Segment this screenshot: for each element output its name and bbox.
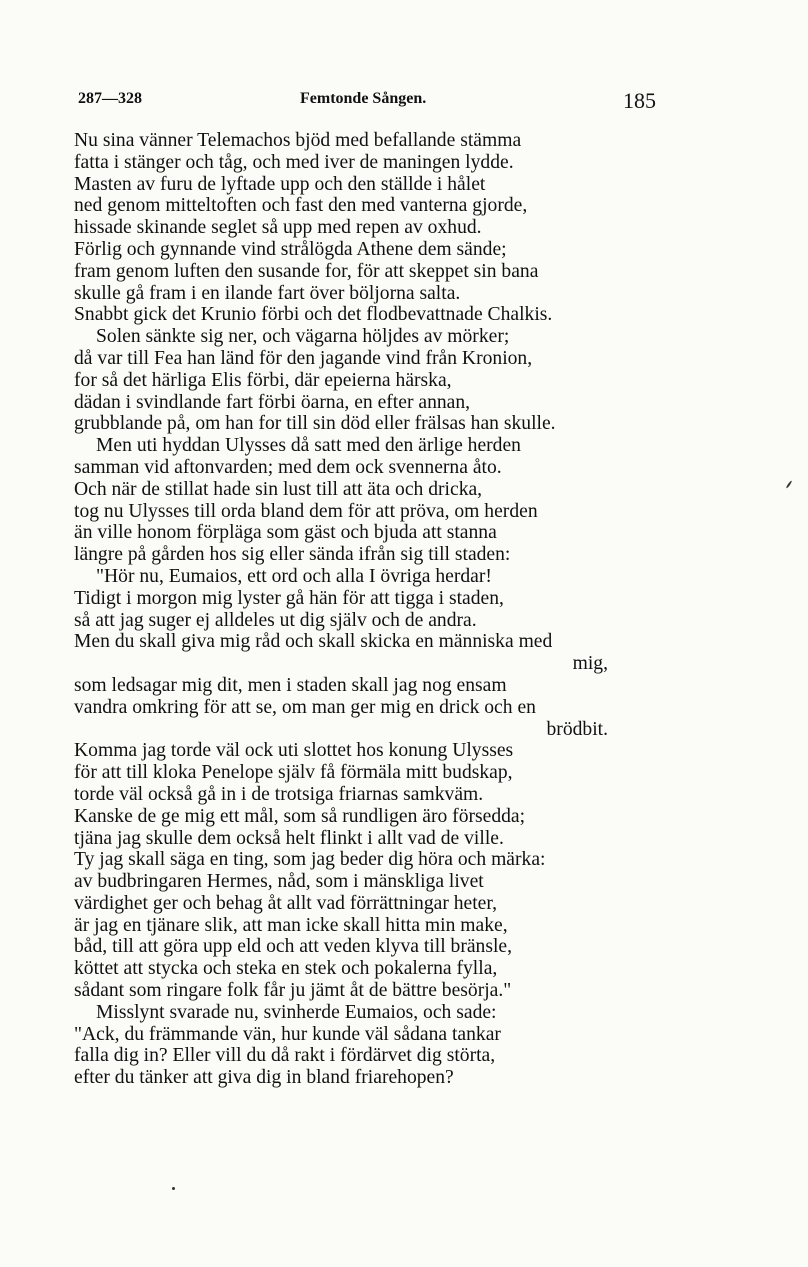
text-line: Nu sina vänner Telemachos bjöd med befallande stämma bbox=[74, 130, 522, 151]
text-line: Ty jag skall säga en ting, som jag beder dig höra och märka: bbox=[74, 849, 546, 871]
chapter-title: Femtonde Sången. bbox=[300, 90, 427, 107]
text-line: då var till Fea han länd för den jagande vind från Kronion, bbox=[74, 347, 533, 369]
text-line: Tidigt i morgon mig lyster gå hän för att tigga i staden, bbox=[74, 587, 504, 609]
text-line: fram genom luften den susande for, för att skeppet sin bana bbox=[74, 260, 539, 282]
text-line: Förlig och gynnande vind strålögda Athene dem sände; bbox=[74, 238, 507, 260]
text-line: skulle gå fram i en ilande fart över böljorna salta. bbox=[74, 282, 461, 304]
text-line: tjäna jag skulle dem också helt flinkt i allt vad de ville. bbox=[74, 827, 504, 849]
text-line: samman vid aftonvarden; med dem ock svennerna åto. bbox=[74, 456, 502, 478]
text-line: Men uti hyddan Ulysses då satt med den ärlige herden bbox=[96, 435, 521, 457]
text-line: köttet att stycka och steka en stek och pokalerna fylla, bbox=[74, 958, 498, 980]
ink-speck bbox=[786, 480, 793, 489]
text-line: Kanske de ge mig ett mål, som så rundligen äro försedda; bbox=[74, 805, 526, 827]
text-line: "Ack, du främmande vän, hur kunde väl sådana tankar bbox=[74, 1023, 501, 1045]
text-line: fatta i stänger och tåg, och med iver de maningen lydde. bbox=[74, 151, 514, 173]
text-line: sådant som ringare folk får ju jämt åt de bättre besörja." bbox=[74, 980, 512, 1002]
text-line: Solen sänkte sig ner, och vägarna höljdes av mörker; bbox=[96, 326, 510, 348]
text-line: tog nu Ulysses till orda bland dem för att pröva, om herden bbox=[74, 500, 538, 522]
text-line: Masten av furu de lyftade upp och den ställde i hålet bbox=[74, 173, 486, 195]
text-line: Snabbt gick det Krunio förbi och det flodbevattnade Chalkis. bbox=[74, 304, 553, 326]
text-line: Men du skall giva mig råd och skall skicka en människa med bbox=[74, 631, 553, 653]
text-line: mig, bbox=[572, 653, 608, 675]
text-line: hissade skinande seglet så upp med repen av oxhud. bbox=[74, 217, 482, 239]
text-line: efter du tänker att giva dig in bland friarehopen? bbox=[74, 1067, 454, 1089]
text-line: grubblande på, om han for till sin död eller frälsas han skulle. bbox=[74, 413, 556, 435]
text-line: Misslynt svarade nu, svinherde Eumaios, och sade: bbox=[96, 1001, 497, 1023]
text-line: brödbit. bbox=[546, 718, 608, 740]
text-line: torde väl också gå in i de trotsiga friarnas samkväm. bbox=[74, 783, 484, 805]
text-line: dädan i svindlande fart förbi öarna, en efter annan, bbox=[74, 391, 471, 413]
text-line: båd, till att göra upp eld och att veden klyva till bränsle, bbox=[74, 936, 513, 958]
text-line: så att jag suger ej alldeles ut dig själv och de andra. bbox=[74, 609, 477, 631]
ink-speck bbox=[172, 1187, 175, 1190]
text-line: "Hör nu, Eumaios, ett ord och alla I övriga herdar! bbox=[96, 565, 492, 587]
text-line: Och när de stillat hade sin lust till att äta och dricka, bbox=[74, 478, 483, 500]
text-line: av budbringaren Hermes, nåd, som i mänskliga livet bbox=[74, 871, 484, 893]
poem-text bbox=[74, 130, 674, 1089]
page-header bbox=[78, 88, 668, 118]
line-range: 287—328 bbox=[78, 90, 142, 107]
page-number: 185 bbox=[623, 88, 656, 113]
text-line: är jag en tjänare slik, att man icke skall hitta min make, bbox=[74, 914, 508, 936]
text-line: ned genom mitteltoften och fast den med vanterna gjorde, bbox=[74, 195, 528, 217]
text-line: falla dig in? Eller vill du då rakt i fördärvet dig störta, bbox=[74, 1045, 496, 1067]
text-line: värdighet ger och behag åt allt vad förrättningar heter, bbox=[74, 892, 498, 914]
text-line: Komma jag torde väl ock uti slottet hos konung Ulysses bbox=[74, 740, 514, 762]
text-line: för att till kloka Penelope själv få förmäla mitt budskap, bbox=[74, 762, 513, 784]
text-line: än ville honom förpläga som gäst och bjuda att stanna bbox=[74, 522, 497, 544]
text-line: for så det härliga Elis förbi, där epeierna härska, bbox=[74, 369, 452, 391]
text-line: vandra omkring för att se, om man ger mig en drick och en bbox=[74, 696, 536, 718]
text-line: som ledsagar mig dit, men i staden skall jag nog ensam bbox=[74, 674, 507, 696]
text-line: längre på gården hos sig eller sända ifrån sig till staden: bbox=[74, 544, 511, 566]
